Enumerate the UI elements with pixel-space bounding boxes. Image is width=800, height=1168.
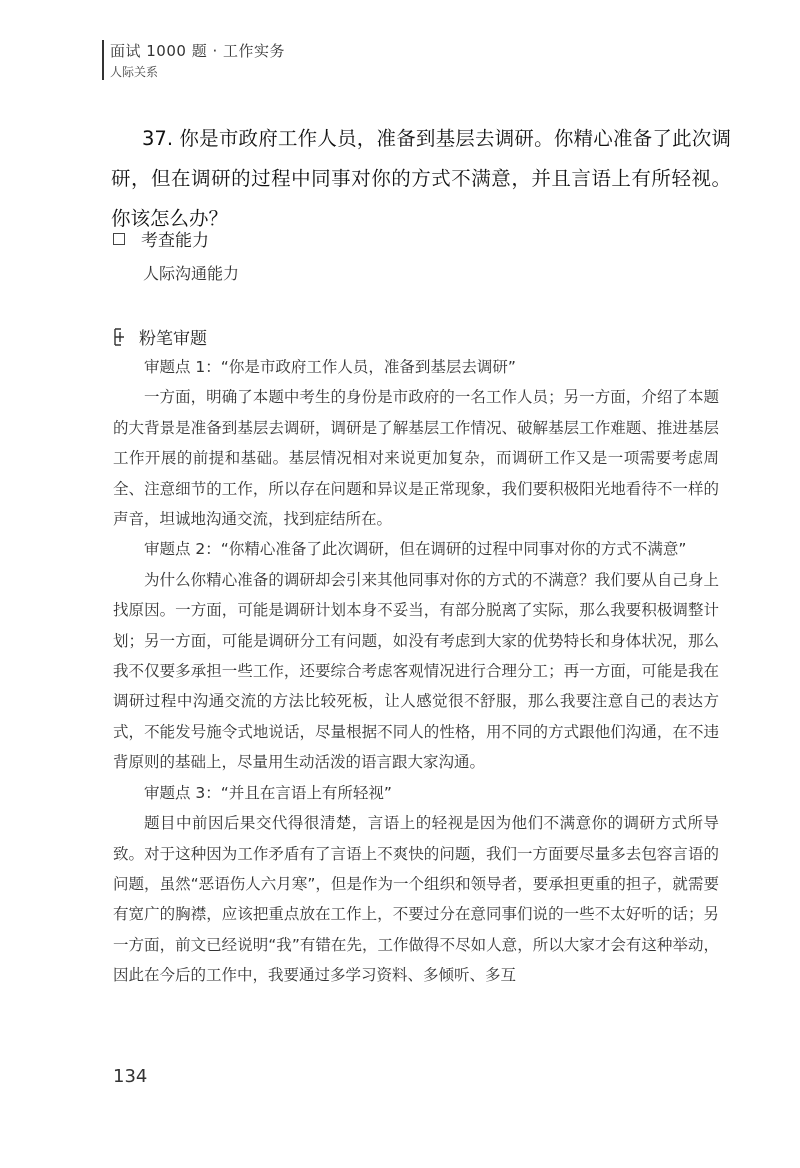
- page-number: 134: [113, 1066, 148, 1087]
- ability-heading-label: 考查能力: [141, 231, 209, 251]
- bracket-marker-icon: [113, 328, 125, 346]
- question-text: 37. 你是市政府工作人员，准备到基层去调研。你精心准备了此次调研，但在调研的过程中同事对你的方式不满意，并且言语上有所轻视。你该怎么办？: [111, 127, 731, 230]
- review-point-3: 审题点 3：“并且在言语上有所轻视”: [144, 783, 392, 802]
- review-paragraph-2: 为什么你精心准备的调研却会引来其他同事对你的方式的不满意？我们要从自己身上找原因。一方面，可能是调研计划本身不妥当，有部分脱离了实际，那么我要积极调整计划；另一方面，可能是调研分工有问题，如没有考虑到大家的优势特长和身体状况，那么我不仅要多承担一些工作，还要综合考虑客观情况进行合理分工；再一方面，可能是我在调研过程中沟通交流的方法比较死板，让人感觉很不舒服，那么我要注意自己的表达方式，不能发号施令式地说话，尽量根据不同人的性格，用不同的方式跟他们沟通，在不违背原则的基础上，尽量用生动活泼的语言跟大家沟通。: [113, 570, 719, 772]
- review-point-1: 审题点 1：“你是市政府工作人员，准备到基层去调研”: [144, 358, 516, 376]
- review-paragraph-1: 一方面，明确了本题中考生的身份是市政府的一名工作人员；另一方面，介绍了本题的大背景是准备到基层去调研，调研是了解基层工作情况、破解基层工作难题、推进基层工作开展的前提和基础。基层情况相对来说更加复杂，而调研工作又是一项需要考虑周全、注意细节的工作，所以存在问题和异议是正常现象，我们要积极阳光地看待不一样的声音，坦诚地沟通交流，找到症结所在。: [113, 388, 719, 529]
- review-heading-label: 粉笔审题: [139, 329, 207, 349]
- review-paragraph-3: 题目中前因后果交代得很清楚，言语上的轻视是因为他们不满意你的调研方式所导致。对于这种因为工作矛盾有了言语上不爽快的问题，我们一方面要尽量多去包容言语的问题，虽然“恶语伤人六月寒”，但是作为一个组织和领导者，要承担更重的担子，就需要有宽广的胸襟，应该把重点放在工作上，不要过分在意同事们说的一些不太好听的话；另一方面，前文已经说明“我”有错在先，工作做得不尽如人意，所以大家才会有这种举动，因此在今后的工作中，我要通过多学习资料、多倾听、多互: [113, 814, 719, 985]
- review-body: [113, 352, 719, 991]
- review-section-heading: [113, 324, 207, 349]
- square-bullet-icon: [113, 233, 125, 245]
- ability-value: 人际沟通能力: [143, 264, 240, 283]
- ability-section-heading: [113, 226, 209, 251]
- header-rule: [102, 40, 104, 80]
- running-header-title: 面试 1000 题 · 工作实务: [110, 42, 286, 60]
- review-point-2: 审题点 2：“你精心准备了此次调研，但在调研的过程中同事对你的方式不满意”: [144, 540, 687, 559]
- running-header-subtitle: 人际关系: [110, 65, 159, 79]
